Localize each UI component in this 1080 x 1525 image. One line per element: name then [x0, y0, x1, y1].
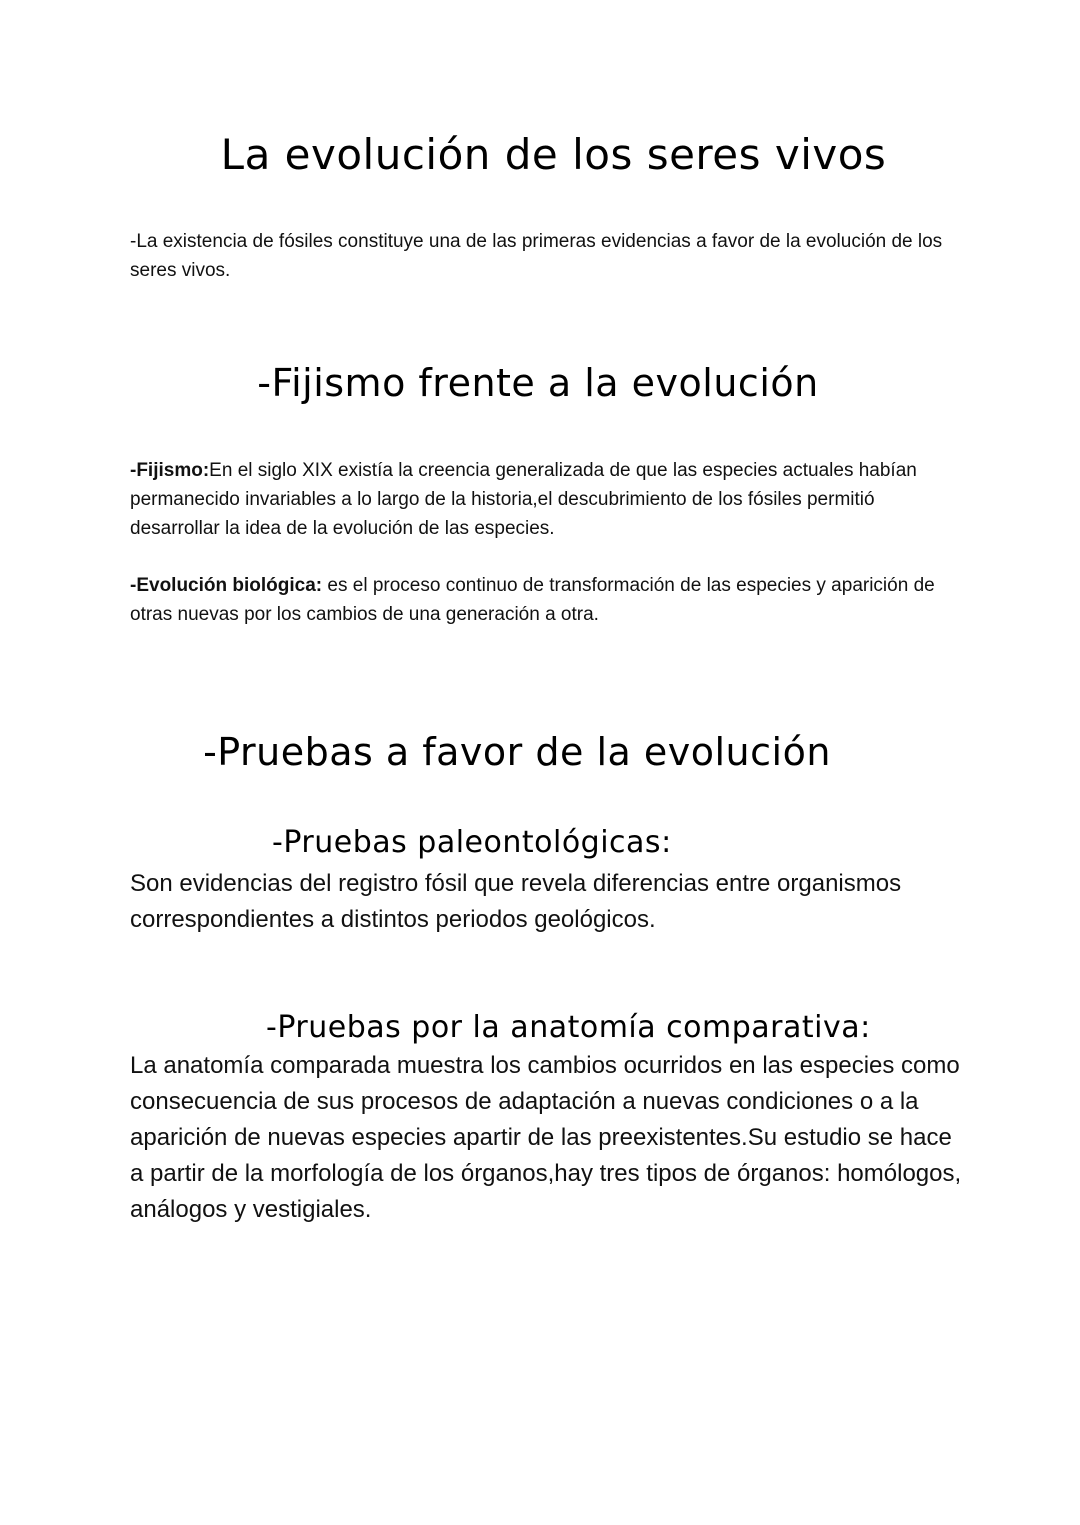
- anatomia-text: La anatomía comparada muestra los cambios ocurridos en las especies como consecuencia de sus procesos de adaptación a nuevas condiciones o a la aparición de nuevas especies apartir de las preexistentes.Su estudio se hace a partir de la morfología de los órganos,hay tres tipos de órganos: homólogos, análogos y vestigiales.: [130, 1052, 962, 1223]
- evolucion-text: es el proceso continuo de transformación de las especies y aparición de otras nuevas por los cambios de una generación a otra.: [130, 575, 935, 625]
- fijismo-text: En el siglo XIX existía la creencia generalizada de que las especies actuales habían permanecido invariables a lo largo de la historia,el descubrimiento de los fósiles permitió desarrollar la idea de la evolución de las especies.: [130, 460, 917, 539]
- anatomia-subheading: -Pruebas por la anatomía comparativa:: [266, 1010, 871, 1045]
- intro-paragraph: -La existencia de fósiles constituye una de las primeras evidencias a favor de la evolución de los seres vivos.: [130, 231, 943, 281]
- paleontologicas-subheading: -Pruebas paleontológicas:: [272, 825, 672, 860]
- fijismo-term: -Fijismo:: [130, 460, 210, 481]
- evolucion-definition: [130, 571, 950, 629]
- fijismo-definition: [130, 456, 950, 543]
- fijismo-section-heading: -Fijismo frente a la evolución: [257, 361, 819, 405]
- evolucion-term: -Evolución biológica:: [130, 575, 323, 596]
- page-title: La evolución de los seres vivos: [220, 130, 887, 179]
- paleontologicas-text: Son evidencias del registro fósil que revela diferencias entre organismos correspondientes a distintos periodos geológicos.: [130, 870, 902, 933]
- pruebas-section-heading: -Pruebas a favor de la evolución: [203, 730, 831, 774]
